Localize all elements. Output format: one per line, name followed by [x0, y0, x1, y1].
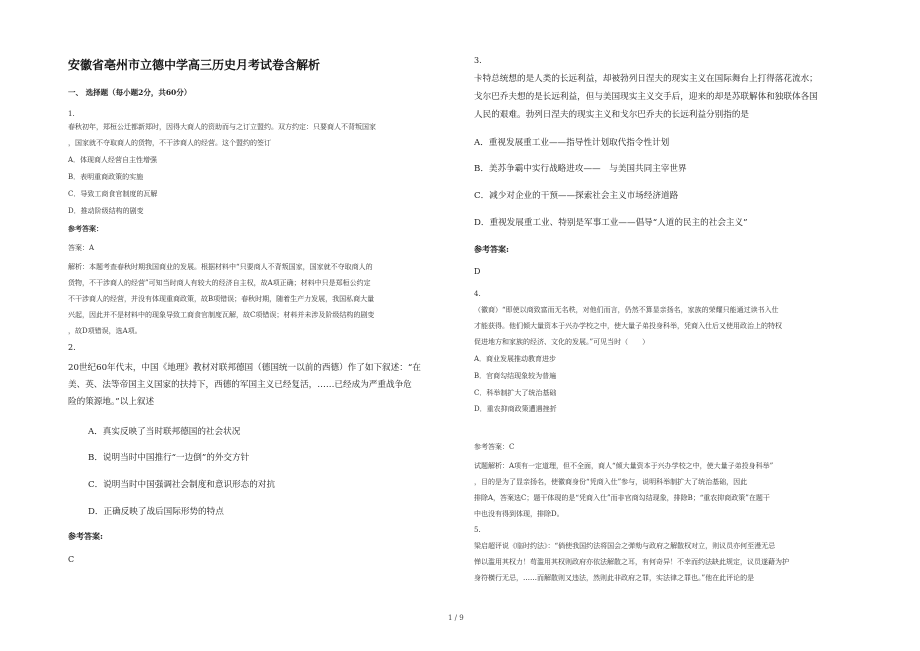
q1-option-b: B．表明重商政策的实施 — [68, 173, 144, 181]
q2-number: 2. — [68, 343, 76, 352]
q5-number: 5. — [474, 526, 481, 534]
q1-option-c: C．导致工商食官制度的瓦解 — [68, 190, 158, 198]
q4-stem-line: 才能获得。他们倾大量资本于兴办学校之中，使大量子弟投身科举，凭商入仕后又使用政治上的特权 — [474, 322, 782, 330]
q4-analysis-line: 中也没有得到体现，排除D。 — [474, 510, 564, 518]
q1-number: 1. — [68, 110, 75, 118]
q2-stem-line: 20世纪60年代末，中国《地理》教材对联邦德国（德国统一以前的西德）作了如下叙述：“在 — [68, 363, 421, 373]
q1-analysis-line: 货物，不干涉商人的经营”可知当时商人有较大的经济自主权，故A项正确；材料中只是郑桓公约定 — [68, 279, 371, 287]
q3-option-b: B．美苏争霸中实行战略进攻—— 与美国共同主宰世界 — [474, 164, 687, 174]
q3-option-a: A．重视发展重工业——指导性计划取代指令性计划 — [474, 138, 670, 148]
q2-option-b: B．说明当时中国推行“一边倒”的外交方针 — [88, 453, 250, 463]
q4-option-b: B．官商勾结现象较为普遍 — [474, 372, 557, 380]
q1-analysis-line: ，故D项错误，选A项。 — [68, 327, 142, 335]
q5-stem-line: 身符横行无忌，……而解散则又违法，然则此非政府之罪，实法律之罪也。”他在此评论的是 — [474, 574, 755, 582]
q4-stem-line: （徽商）“即使以商致富而无名秩，对他们而言，仍然不算显亲扬名，家族的荣耀只能通过读书入仕 — [474, 306, 779, 314]
q1-option-d: D．推动阶级结构的剧变 — [68, 207, 144, 215]
q3-stem-line: 戈尔巴乔夫想的是长远利益，但与美国现实主义交手后，迎来的却是苏联解体和独联体各国 — [474, 92, 818, 102]
q4-analysis-line: ，目的是为了显亲扬名，使徽商身份“凭商入仕”参与，说明科举制扩大了统治基础，因此 — [474, 478, 748, 486]
q2-option-a: A．真实反映了当时联邦德国的社会状况 — [88, 427, 241, 437]
q2-answer: C — [68, 555, 75, 564]
q3-option-c: C．减少对企业的干预——探索社会主义市场经济道路 — [474, 191, 679, 201]
q3-number: 3. — [474, 56, 482, 65]
q4-stem-line: 促进地方和家族的经济、文化的发展。”可见当时（ ） — [474, 338, 650, 346]
q5-stem-line: 梁启超评说《临时约法》：“倘使我国约法将国会之弹劾与政府之解散权对立，则议员亦何至漫无忌 — [474, 542, 776, 550]
q4-ref-label: 参考答案：C — [474, 443, 515, 451]
section-heading: 一、 选择题（每小题2分，共60分） — [68, 88, 192, 97]
q2-option-d: D．正确反映了战后国际形势的特点 — [88, 507, 224, 517]
q1-analysis-line: 兴起，因此并不是材料中的现象导致工商食官制度瓦解，故C项错误；材料并未涉及阶级结构的剧变 — [68, 311, 375, 319]
q1-option-a: A．体现商人经营自主性增强 — [68, 156, 158, 164]
q3-stem-line: 人民的艰难。勃列日涅夫的现实主义和戈尔巴乔夫的长远利益分别指的是 — [474, 110, 750, 120]
q3-stem-line: 卡特总统想的是人类的长远利益，却被勃列日涅夫的现实主义在国际舞台上打得落花流水； — [474, 74, 818, 84]
q2-option-c: C．说明当时中国强调社会制度和意识形态的对抗 — [88, 480, 276, 490]
q4-option-c: C．科举制扩大了统治基础 — [474, 389, 557, 397]
q2-stem-line: 美、英、法等帝国主义国家的扶持下，西德的军国主义已经复活，……已经成为严重战争危 — [68, 380, 412, 390]
q1-stem-line: ，国家就不夺取商人的货物，不干涉商人的经营。这个盟约的签订 — [68, 139, 271, 147]
q3-ref-label: 参考答案: — [474, 244, 509, 254]
q1-analysis-line: 解析：本题考查春秋时期我国商业的发展。根据材料中“只要商人不背叛国家，国家就不夺取商人的 — [68, 263, 373, 271]
q1-answer: 答案：A — [68, 244, 95, 252]
q1-stem-line: 春秋初年，郑桓公迁都新郑时，因得大商人的资助而与之订立盟约。双方约定：只要商人不背叛国家 — [68, 123, 376, 131]
doc-title: 安徽省亳州市立德中学高三历史月考试卷含解析 — [68, 58, 321, 72]
q1-ref-label: 参考答案： — [68, 224, 103, 233]
q1-analysis-line: 不干涉商人的经营，并没有体现重商政策，故B项错误；春秋时期，随着生产力发展，我国私商大量 — [68, 295, 375, 303]
q4-option-d: D．重农抑商政策遭遇挫折 — [474, 405, 557, 413]
q4-analysis-line: 排除A，答案选C；题干体现的是“凭商入仕”而非官商勾结现象，排除B；“重农抑商政策”在题干 — [474, 494, 770, 502]
q4-number: 4. — [474, 290, 481, 298]
q3-option-d: D．重视发展重工业、特别是军事工业——倡导“人道的民主的社会主义” — [474, 218, 748, 228]
q3-answer: D — [474, 267, 481, 276]
q4-option-a: A．商业发展推动教育进步 — [474, 355, 557, 363]
q5-stem-line: 惮以滥用其权力！苟滥用其权则政府亦依法解散之耳，有何奇异！不幸而约法缺此规定，议员遂藉为护 — [474, 558, 789, 566]
page-number: 1 / 9 — [448, 614, 464, 622]
q2-stem-line: 险的策源地。”以上叙述 — [68, 397, 155, 407]
q2-ref-label: 参考答案: — [68, 531, 103, 541]
q4-analysis-line: 试题解析：A项有一定道理，但不全面，商人“倾大量资本于兴办学校之中，使大量子弟投身科举” — [474, 462, 774, 470]
